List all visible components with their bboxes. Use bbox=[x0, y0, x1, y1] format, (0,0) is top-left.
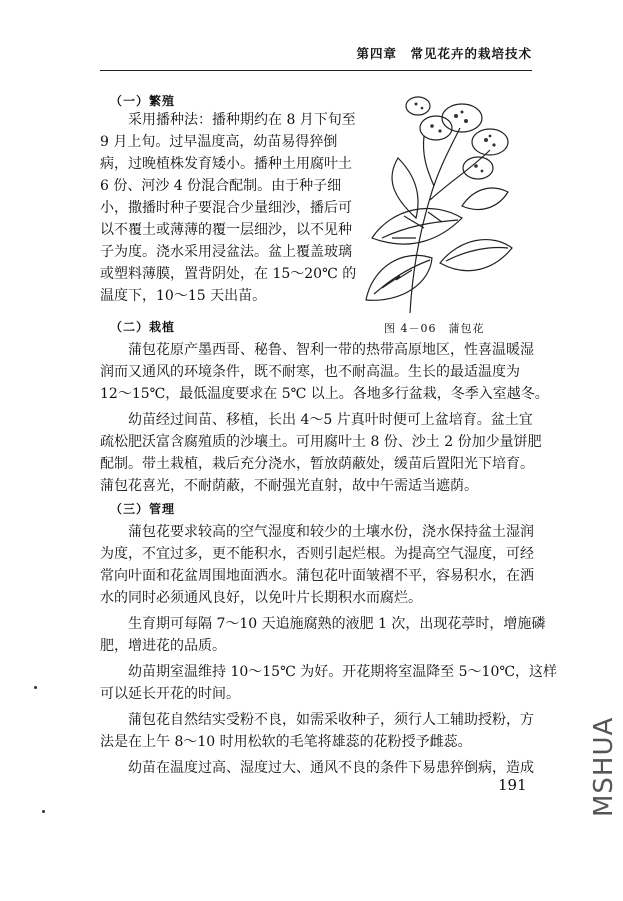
text-line: 润而又通风的环境条件，既不耐寒，也不耐高温。生长的最适温度为 bbox=[100, 364, 520, 380]
text-line: 配制。带土栽植，栽后充分浇水，暂放荫蔽处，缓苗后置阳光下培育。 bbox=[100, 456, 534, 472]
text-line: 子为度。浇水采用浸盆法。盆上覆盖玻璃 bbox=[100, 244, 352, 260]
text-line: 水的同时必须通风良好，以免叶片长期积水而腐烂。 bbox=[100, 590, 422, 606]
text-line: 蒲包花要求较高的空气湿度和较少的土壤水份，浇水保持盆土湿润 bbox=[100, 524, 534, 540]
watermark: MSHUA bbox=[589, 716, 619, 817]
text-line: 幼苗期室温维持 10～15℃ 为好。开花期将室温降至 5～10℃，这样 bbox=[100, 664, 558, 680]
running-header: 第四章 常见花卉的栽培技术 bbox=[356, 46, 532, 61]
section-heading-propagation: （一）繁殖 bbox=[110, 94, 176, 108]
text-line: 常向叶面和花盆周围地面洒水。蒲包花叶面皱褶不平，容易积水，在洒 bbox=[100, 568, 534, 584]
scan-speck bbox=[34, 686, 37, 689]
text-line: 为度，不宜过多，更不能积水，否则引起烂根。为提高空气湿度，可经 bbox=[100, 546, 534, 562]
text-line: 幼苗在温度过高、湿度过大、通风不良的条件下易患猝倒病，造成 bbox=[100, 760, 534, 776]
text-line: 蒲包花自然结实受粉不良，如需采收种子，须行人工辅助授粉，方 bbox=[100, 712, 534, 728]
text-line: 肥，增进花的品质。 bbox=[100, 638, 226, 654]
text-line: 小，撒播时种子要混合少量细沙，播后可 bbox=[100, 200, 352, 216]
scan-speck bbox=[42, 810, 45, 813]
text-line: 法是在上午 8～10 时用松软的毛笔将雄蕊的花粉授予雌蕊。 bbox=[100, 734, 472, 750]
text-line: 9 月上旬。过早温度高，幼苗易得猝倒 bbox=[100, 134, 338, 150]
text-line: 疏松肥沃富含腐殖质的沙壤土。可用腐叶土 8 份、沙土 2 份加少量饼肥 bbox=[100, 434, 542, 450]
figure-caption: 图 4－06 蒲包花 bbox=[384, 322, 485, 335]
section-heading-planting: （二）栽植 bbox=[110, 320, 176, 334]
text-line: 蒲包花喜光，不耐荫蔽，不耐强光直射，故中午需适当遮荫。 bbox=[100, 478, 478, 494]
text-line: 生育期可每隔 7～10 天追施腐熟的液肥 1 次，出现花葶时，增施磷 bbox=[100, 616, 546, 632]
text-line: 6 份、河沙 4 份混合配制。由于种子细 bbox=[100, 178, 342, 194]
text-line: 12～15℃，最低温度要求在 5℃ 以上。各地多行盆栽，冬季入室越冬。 bbox=[100, 386, 549, 402]
text-line: 可以延长开花的时间。 bbox=[100, 686, 240, 702]
text-line: 以不覆土或薄薄的覆一层细沙，以不见种 bbox=[100, 222, 352, 238]
header-rule bbox=[100, 70, 532, 71]
text-line: 或塑料薄膜，置背阴处，在 15～20℃ 的 bbox=[100, 266, 357, 282]
text-line: 幼苗经过间苗、移植，长出 4～5 片真叶时便可上盆培育。盆土宜 bbox=[100, 412, 533, 428]
text-line: 蒲包花原产墨西哥、秘鲁、智利一带的热带高原地区，性喜温暖湿 bbox=[100, 342, 534, 358]
text-line: 采用播种法：播种期约在 8 月下旬至 bbox=[100, 112, 356, 128]
text-line: 温度下，10～15 天出苗。 bbox=[100, 288, 267, 304]
calceolaria-plant-illustration-icon bbox=[352, 88, 524, 316]
section-heading-management: （三）管理 bbox=[110, 502, 176, 516]
text-line: 病，过晚植株发育矮小。播种土用腐叶土 bbox=[100, 156, 352, 172]
page-number: 191 bbox=[498, 776, 527, 794]
